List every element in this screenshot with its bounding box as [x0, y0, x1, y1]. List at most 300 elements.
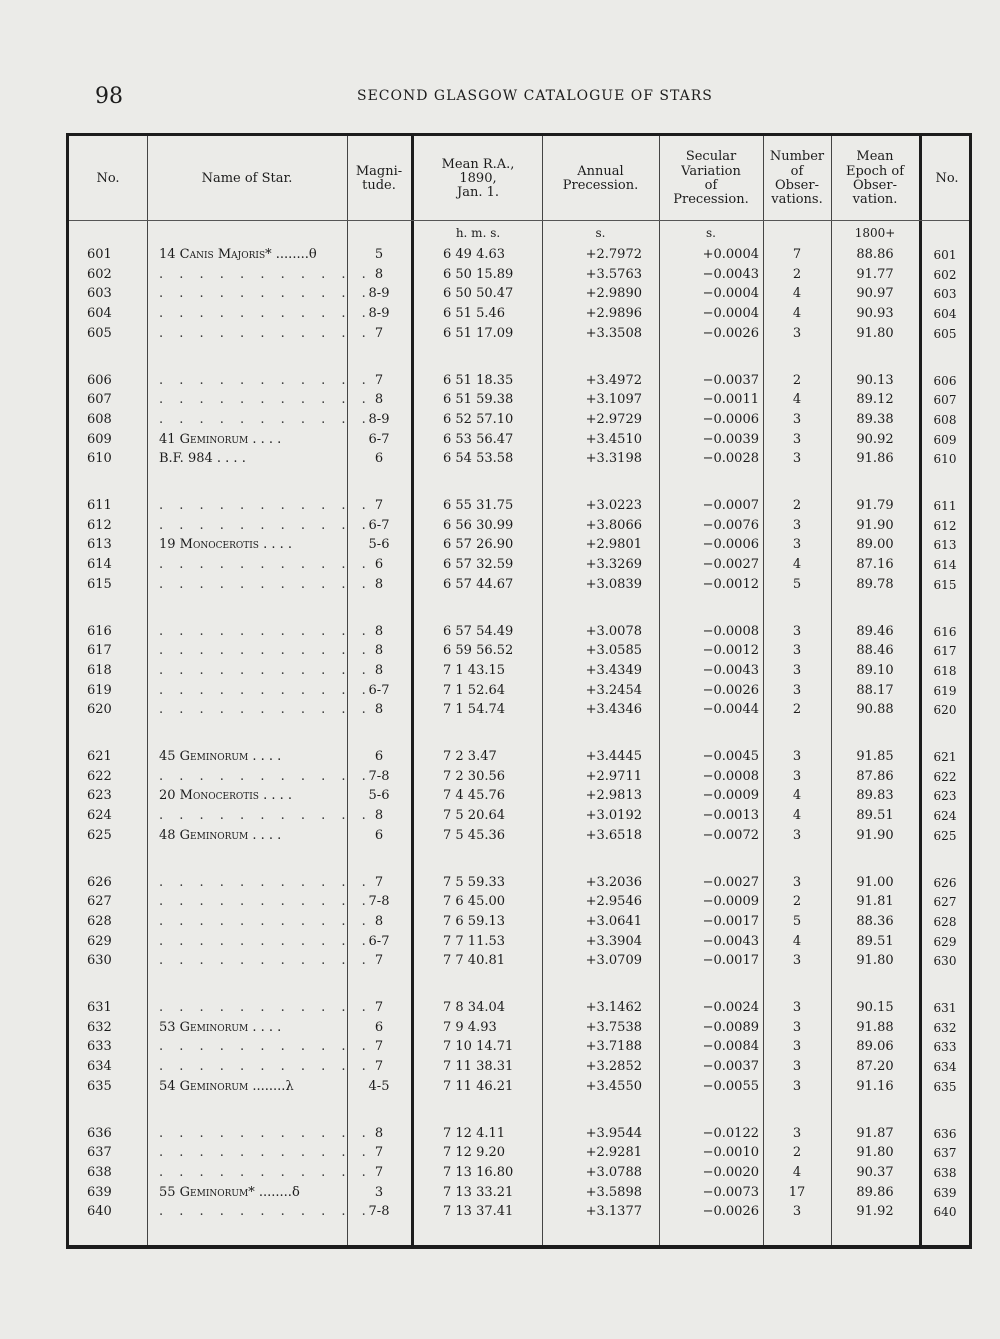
row-number: 606	[87, 372, 112, 388]
star-name-text: 54 Geminorum	[159, 1078, 249, 1094]
leader-dots: ........	[248, 1078, 286, 1094]
mean-epoch: 89.46	[856, 623, 894, 639]
mean-epoch: 91.92	[856, 1204, 894, 1220]
star-name-text: 14 Canis Majoris*	[159, 247, 272, 262]
row-number-right: 607	[933, 393, 957, 408]
row-number: 631	[87, 1000, 112, 1015]
mean-epoch: 91.16	[856, 1078, 894, 1094]
bayer-letter: λ	[285, 1078, 294, 1094]
mean-epoch: 89.78	[856, 576, 894, 592]
row-number: 628	[87, 913, 112, 929]
secular-variation: −0.0072	[702, 827, 759, 843]
row-number-right: 619	[933, 683, 957, 698]
row-number-right: 626	[933, 875, 957, 890]
mean-epoch: 89.10	[856, 662, 894, 678]
secular-variation: −0.0013	[702, 808, 759, 824]
magnitude: 5-6	[368, 788, 390, 804]
magnitude: 6-7	[368, 933, 390, 949]
leader-dots: . . . . . . . . . . .	[159, 662, 372, 678]
leader-dots: . . . .	[258, 788, 293, 804]
leader-dots: . . . . . . . . . . .	[159, 768, 372, 784]
number-of-observations: 5	[792, 576, 802, 592]
mean-ra: 6 50 15.89	[443, 266, 514, 282]
leader-dots: . . . . . . . . . . .	[159, 576, 372, 592]
annual-precession: +3.2454	[585, 682, 642, 698]
row-number: 629	[87, 933, 112, 949]
magnitude: 6-7	[368, 431, 390, 447]
secular-variation: −0.0045	[702, 749, 759, 764]
number-of-observations: 2	[792, 702, 802, 718]
star-name	[159, 450, 359, 468]
mean-ra: 7 2 30.56	[443, 768, 506, 784]
number-of-observations: 4	[792, 286, 802, 302]
number-of-observations: 2	[792, 372, 802, 388]
star-name-text: 20 Monocerotis	[159, 788, 259, 804]
row-number-right: 621	[933, 750, 957, 764]
row-number: 620	[87, 702, 112, 718]
star-name-text: 19 Monocerotis	[159, 537, 259, 553]
secular-variation: −0.0039	[702, 431, 759, 447]
number-of-observations: 3	[792, 662, 802, 678]
annual-precession: +3.4510	[585, 431, 642, 447]
magnitude: 8-9	[368, 306, 390, 322]
annual-precession: +3.0641	[585, 913, 642, 929]
mean-epoch: 88.46	[856, 643, 894, 659]
row-number-right: 622	[933, 769, 957, 784]
mean-ra: 7 1 52.64	[443, 682, 506, 698]
annual-precession: +3.0223	[585, 498, 642, 513]
annual-precession: +3.0709	[585, 953, 642, 969]
mean-epoch: 89.51	[856, 808, 894, 824]
mean-ra: 7 5 59.33	[443, 874, 506, 890]
magnitude: 8-9	[368, 286, 390, 302]
annual-precession: +3.6518	[585, 827, 642, 843]
header-name: Name of Star.	[201, 170, 293, 186]
number-of-observations: 3	[792, 1019, 802, 1035]
number-of-observations: 3	[792, 1000, 802, 1015]
mean-ra: 7 12 9.20	[443, 1145, 506, 1161]
row-number-right: 640	[933, 1205, 957, 1220]
row-number-right: 612	[933, 518, 957, 533]
number-of-observations: 3	[792, 431, 802, 447]
magnitude: 8	[374, 623, 384, 639]
row-number-right: 615	[933, 577, 957, 592]
star-name	[159, 1078, 359, 1096]
magnitude: 7	[374, 325, 384, 341]
mean-ra: 7 1 43.15	[443, 662, 506, 678]
number-of-observations: 3	[792, 1204, 802, 1220]
mean-ra: 6 55 31.75	[443, 498, 514, 513]
mean-ra: 7 11 38.31	[443, 1059, 514, 1075]
column-rule	[411, 136, 414, 1245]
star-name	[159, 431, 359, 449]
mean-ra: 7 7 40.81	[443, 953, 506, 969]
column-rule	[147, 136, 148, 1245]
mean-ra: 6 56 30.99	[443, 517, 514, 533]
secular-variation: −0.0009	[702, 894, 759, 910]
magnitude: 7-8	[368, 894, 390, 910]
leader-dots: . . . . . . . . . . .	[159, 1059, 372, 1075]
annual-precession: +3.0788	[585, 1164, 642, 1180]
row-number: 601	[87, 247, 112, 262]
row-number-right: 605	[933, 326, 957, 341]
leader-dots: . . . . . . . . . . .	[159, 1125, 372, 1141]
row-number: 632	[87, 1019, 112, 1035]
row-number-right: 632	[933, 1020, 957, 1035]
row-number-right: 616	[933, 624, 957, 639]
annual-precession: +3.3904	[585, 933, 642, 949]
magnitude: 8	[374, 266, 384, 282]
star-name	[159, 1019, 359, 1037]
magnitude: 7	[374, 498, 384, 513]
mean-ra: 6 54 53.58	[443, 451, 514, 467]
annual-precession: +3.3269	[585, 557, 642, 573]
magnitude: 7	[374, 1145, 384, 1161]
mean-ra: 7 8 34.04	[443, 1000, 506, 1015]
mean-epoch: 91.80	[856, 325, 894, 341]
annual-precession: +3.3508	[585, 325, 642, 341]
leader-dots: . . . .	[258, 537, 293, 553]
row-number: 611	[87, 498, 112, 513]
mean-epoch: 91.90	[856, 517, 894, 533]
mean-ra: 6 57 32.59	[443, 557, 514, 573]
leader-dots: . . . . . . . . . . .	[159, 702, 372, 718]
star-name-text: B.F. 984	[159, 451, 213, 467]
row-number: 617	[87, 643, 112, 659]
mean-epoch: 89.51	[856, 933, 894, 949]
secular-variation: −0.0006	[702, 411, 759, 427]
annual-precession: +3.5763	[585, 266, 642, 282]
annual-precession: +3.0192	[585, 808, 642, 824]
mean-ra: 7 12 4.11	[443, 1125, 506, 1141]
annual-precession: +3.1097	[585, 392, 642, 408]
secular-variation: −0.0009	[702, 788, 759, 804]
secular-variation: −0.0017	[702, 913, 759, 929]
secular-variation: −0.0026	[702, 682, 759, 698]
number-of-observations: 3	[792, 682, 802, 698]
row-number: 638	[87, 1164, 112, 1180]
annual-precession: +3.7538	[585, 1019, 642, 1035]
magnitude: 3	[374, 1184, 384, 1200]
secular-variation: −0.0008	[702, 768, 759, 784]
secular-variation: −0.0043	[702, 933, 759, 949]
leader-dots: . . . .	[248, 1019, 282, 1035]
bayer-letter: θ	[308, 247, 317, 262]
mean-ra: 7 5 20.64	[443, 808, 506, 824]
magnitude: 7	[374, 1164, 384, 1180]
leader-dots: . . . .	[248, 749, 282, 764]
row-number: 636	[87, 1125, 112, 1141]
secular-variation: −0.0010	[702, 1145, 759, 1161]
magnitude: 6-7	[368, 517, 390, 533]
row-number-right: 617	[933, 644, 957, 659]
row-number-right: 637	[933, 1146, 957, 1161]
mean-epoch: 89.00	[856, 537, 894, 553]
row-number-right: 629	[933, 934, 957, 949]
row-number: 608	[87, 411, 112, 427]
header-no-right: No.	[935, 170, 959, 186]
star-name	[159, 827, 359, 845]
number-of-observations: 3	[792, 1078, 802, 1094]
annual-precession: +3.7188	[585, 1039, 642, 1055]
leader-dots: . . . . . . . . . . .	[159, 1000, 372, 1015]
secular-variation: −0.0012	[702, 643, 759, 659]
annual-precession: +3.1377	[585, 1204, 642, 1220]
mean-epoch: 90.15	[856, 1000, 894, 1015]
header-mean-ra: Mean R.A., 1890, Jan. 1.	[441, 156, 515, 201]
mean-epoch: 91.00	[856, 874, 894, 890]
annual-precession: +3.4972	[585, 372, 642, 388]
mean-ra: 7 13 37.41	[443, 1204, 514, 1220]
header-no: No.	[96, 170, 120, 186]
row-number: 618	[87, 662, 112, 678]
leader-dots: . . . .	[212, 451, 246, 467]
secular-variation: +0.0004	[702, 247, 759, 262]
mean-epoch: 91.81	[856, 894, 894, 910]
catalogue-table	[66, 133, 972, 1249]
number-of-observations: 3	[792, 768, 802, 784]
secular-variation: −0.0076	[702, 517, 759, 533]
star-name	[159, 246, 359, 264]
mean-ra: 7 9 4.93	[443, 1019, 497, 1035]
mean-ra: 6 51 59.38	[443, 392, 514, 408]
row-number-right: 610	[933, 452, 957, 467]
mean-epoch: 89.12	[856, 392, 894, 408]
header-annual-precession: Annual Precession.	[562, 163, 639, 193]
magnitude: 5-6	[368, 537, 390, 553]
row-number: 612	[87, 517, 112, 533]
magnitude: 7	[374, 874, 384, 890]
row-number: 623	[87, 788, 112, 804]
magnitude: 8-9	[368, 411, 390, 427]
magnitude: 8	[374, 913, 384, 929]
mean-ra: 6 57 44.67	[443, 576, 514, 592]
header-magnitude: Magni- tude.	[355, 163, 403, 193]
header-rule	[69, 220, 969, 221]
annual-precession: +3.4445	[585, 749, 642, 764]
row-number: 619	[87, 682, 112, 698]
page-number: 98	[95, 84, 123, 109]
magnitude: 6-7	[368, 682, 390, 698]
annual-precession: +2.9281	[585, 1145, 642, 1161]
mean-epoch: 91.80	[856, 1145, 894, 1161]
star-name	[159, 1184, 359, 1202]
mean-ra: 6 49 4.63	[443, 247, 506, 262]
row-number: 627	[87, 894, 112, 910]
mean-ra: 7 7 11.53	[443, 933, 506, 949]
mean-ra: 6 57 26.90	[443, 537, 514, 553]
row-number-right: 609	[933, 432, 957, 447]
magnitude: 5	[374, 247, 384, 262]
row-number: 630	[87, 953, 112, 969]
leader-dots: . . . . . . . . . . .	[159, 808, 372, 824]
star-name	[159, 748, 359, 766]
mean-ra: 7 10 14.71	[443, 1039, 514, 1055]
annual-precession: +2.9896	[585, 306, 642, 322]
magnitude: 7	[374, 953, 384, 969]
magnitude: 8	[374, 1125, 384, 1141]
number-of-observations: 3	[792, 451, 802, 467]
mean-ra: 6 50 50.47	[443, 286, 514, 302]
leader-dots: . . . . . . . . . . .	[159, 498, 372, 513]
magnitude: 8	[374, 808, 384, 824]
magnitude: 7	[374, 372, 384, 388]
secular-variation: −0.0089	[702, 1019, 759, 1035]
star-name-text: 48 Geminorum	[159, 827, 249, 843]
secular-variation: −0.0006	[702, 537, 759, 553]
row-number-right: 614	[933, 558, 957, 573]
leader-dots: ........	[271, 247, 309, 262]
mean-ra: 7 13 16.80	[443, 1164, 514, 1180]
mean-epoch: 90.37	[856, 1164, 894, 1180]
mean-ra: 6 51 5.46	[443, 306, 506, 322]
mean-ra: 6 57 54.49	[443, 623, 514, 639]
annual-precession: +3.0585	[585, 643, 642, 659]
row-number: 626	[87, 874, 112, 890]
units-ra: h. m. s.	[455, 226, 501, 240]
bayer-letter: δ	[291, 1184, 300, 1200]
row-number: 607	[87, 392, 112, 408]
header-number-obs: Number of Obser- vations.	[769, 149, 825, 208]
secular-variation: −0.0037	[702, 372, 759, 388]
annual-precession: +2.9890	[585, 286, 642, 302]
secular-variation: −0.0004	[702, 306, 759, 322]
row-number-right: 608	[933, 412, 957, 427]
annual-precession: +3.4550	[585, 1078, 642, 1094]
mean-epoch: 91.80	[856, 953, 894, 969]
number-of-observations: 3	[792, 827, 802, 843]
mean-epoch: 89.38	[856, 411, 894, 427]
number-of-observations: 5	[792, 913, 802, 929]
row-number-right: 630	[933, 954, 957, 969]
magnitude: 8	[374, 662, 384, 678]
annual-precession: +2.9801	[585, 537, 642, 553]
number-of-observations: 3	[792, 325, 802, 341]
row-number-right: 618	[933, 663, 957, 678]
magnitude: 6	[374, 827, 384, 843]
row-number-right: 639	[933, 1185, 957, 1200]
leader-dots: . . . . . . . . . . .	[159, 1039, 372, 1055]
secular-variation: −0.0055	[702, 1078, 759, 1094]
row-number-right: 601	[933, 248, 957, 262]
star-name-text: 53 Geminorum	[159, 1019, 249, 1035]
number-of-observations: 3	[792, 749, 802, 764]
row-number: 609	[87, 431, 112, 447]
row-number: 624	[87, 808, 112, 824]
row-number: 605	[87, 325, 112, 341]
header-secular-variation: Secular Variation of Precession.	[673, 149, 749, 208]
number-of-observations: 4	[792, 1164, 802, 1180]
mean-ra: 6 53 56.47	[443, 431, 514, 447]
number-of-observations: 2	[792, 1145, 802, 1161]
mean-epoch: 91.88	[856, 1019, 894, 1035]
leader-dots: . . . . . . . . . . .	[159, 643, 372, 659]
number-of-observations: 4	[792, 788, 802, 804]
mean-epoch: 91.77	[856, 266, 894, 282]
mean-epoch: 87.20	[856, 1059, 894, 1075]
leader-dots: . . . . . . . . . . .	[159, 557, 372, 573]
leader-dots: . . . . . . . . . . .	[159, 933, 372, 949]
row-number-right: 623	[933, 789, 957, 804]
annual-precession: +2.9711	[585, 768, 642, 784]
magnitude: 6	[374, 557, 384, 573]
row-number: 633	[87, 1039, 112, 1055]
row-number-right: 604	[933, 307, 957, 322]
mean-epoch: 89.83	[856, 788, 894, 804]
number-of-observations: 3	[792, 537, 802, 553]
row-number-right: 627	[933, 895, 957, 910]
leader-dots: . . . . . . . . . . .	[159, 517, 372, 533]
mean-epoch: 90.92	[856, 431, 894, 447]
leader-dots: . . . . . . . . . . .	[159, 623, 372, 639]
annual-precession: +3.1462	[585, 1000, 642, 1015]
number-of-observations: 2	[792, 894, 802, 910]
leader-dots: . . . . . . . . . . .	[159, 1145, 372, 1161]
row-number-right: 631	[933, 1001, 957, 1015]
mean-epoch: 87.86	[856, 768, 894, 784]
secular-variation: −0.0027	[702, 874, 759, 890]
row-number-right: 634	[933, 1060, 957, 1075]
secular-variation: −0.0011	[702, 392, 759, 408]
row-number: 614	[87, 557, 112, 573]
leader-dots: . . . . . . . . . . .	[159, 894, 372, 910]
star-name-text: 55 Geminorum*	[159, 1184, 255, 1200]
secular-variation: −0.0122	[702, 1125, 759, 1141]
number-of-observations: 4	[792, 808, 802, 824]
leader-dots: . . . . . . . . . . .	[159, 874, 372, 890]
leader-dots: . . . . . . . . . . .	[159, 325, 372, 341]
mean-ra: 7 4 45.76	[443, 788, 506, 804]
annual-precession: +2.7972	[585, 247, 642, 262]
mean-epoch: 88.86	[856, 247, 894, 262]
mean-ra: 7 5 45.36	[443, 827, 506, 843]
mean-ra: 6 59 56.52	[443, 643, 514, 659]
number-of-observations: 2	[792, 498, 802, 513]
row-number-right: 628	[933, 914, 957, 929]
row-number-right: 602	[933, 267, 957, 282]
secular-variation: −0.0043	[702, 266, 759, 282]
leader-dots: . . . . . . . . . . .	[159, 372, 372, 388]
number-of-observations: 2	[792, 266, 802, 282]
secular-variation: −0.0004	[702, 286, 759, 302]
star-name	[159, 787, 359, 805]
column-rule	[763, 136, 764, 1245]
row-number: 622	[87, 768, 112, 784]
secular-variation: −0.0043	[702, 662, 759, 678]
units-secular-variation: s.	[706, 226, 716, 240]
number-of-observations: 3	[792, 623, 802, 639]
secular-variation: −0.0037	[702, 1059, 759, 1075]
leader-dots: . . . . . . . . . . .	[159, 682, 372, 698]
leader-dots: . . . .	[248, 827, 282, 843]
leader-dots: ........	[254, 1184, 292, 1200]
secular-variation: −0.0073	[702, 1184, 759, 1200]
number-of-observations: 4	[792, 306, 802, 322]
magnitude: 7	[374, 1059, 384, 1075]
leader-dots: . . . . . . . . . . .	[159, 306, 372, 322]
row-number: 610	[87, 451, 112, 467]
secular-variation: −0.0017	[702, 953, 759, 969]
leader-dots: . . . . . . . . . . .	[159, 266, 372, 282]
number-of-observations: 3	[792, 953, 802, 969]
mean-ra: 6 52 57.10	[443, 411, 514, 427]
leader-dots: . . . . . . . . . . .	[159, 286, 372, 302]
row-number: 635	[87, 1078, 112, 1094]
mean-epoch: 91.87	[856, 1125, 894, 1141]
magnitude: 8	[374, 702, 384, 718]
header-mean-epoch: Mean Epoch of Obser- vation.	[845, 149, 905, 208]
row-number-right: 635	[933, 1079, 957, 1094]
